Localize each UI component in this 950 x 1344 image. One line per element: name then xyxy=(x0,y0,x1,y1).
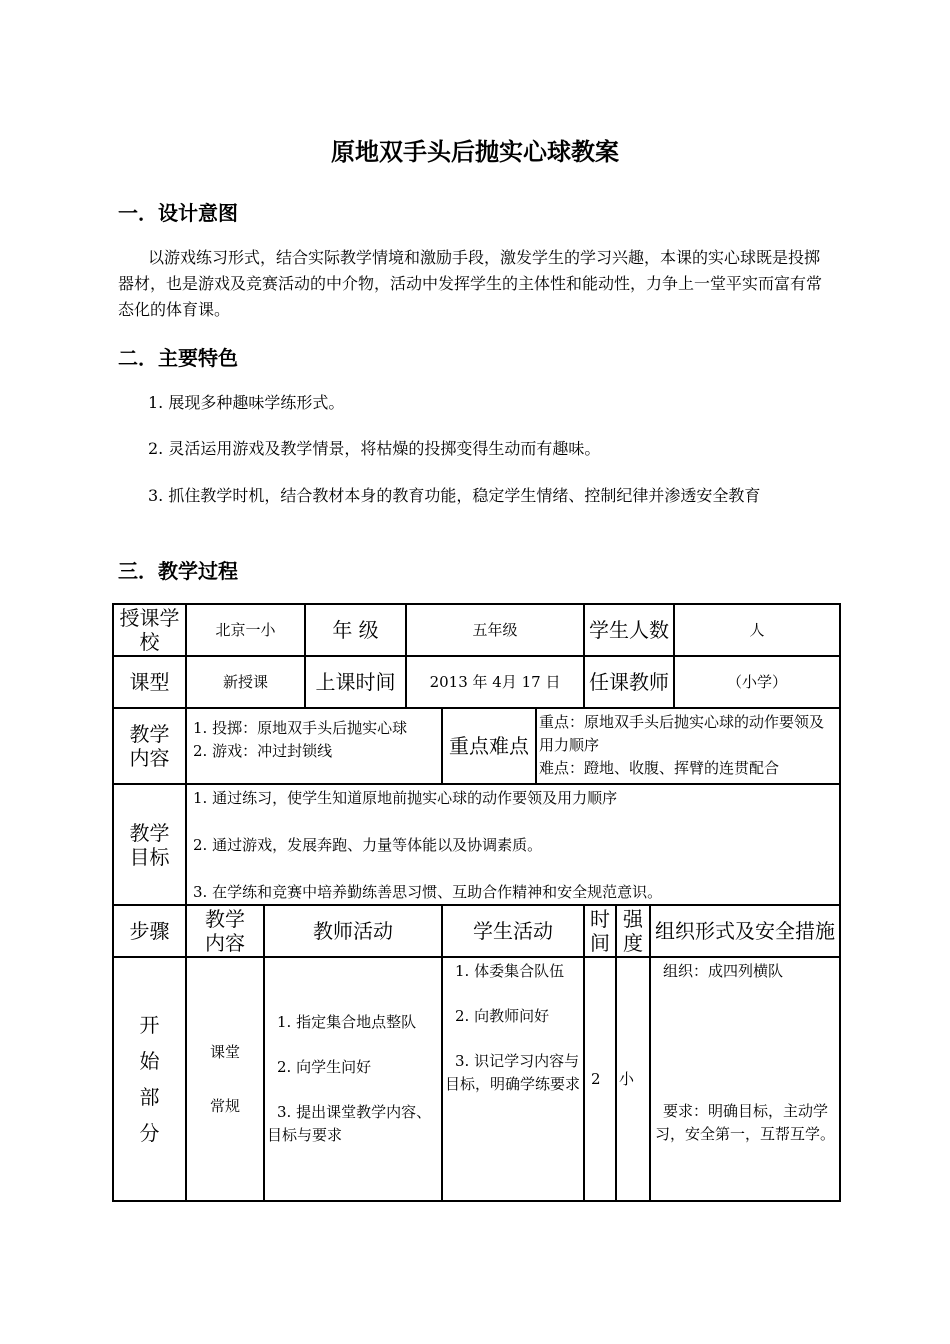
opening-time-value: 2 xyxy=(584,957,616,1201)
class-time-label: 上课时间 xyxy=(305,656,406,708)
col-header-step: 步骤 xyxy=(113,905,186,957)
key-point-text: 重点：原地双手头后抛实心球的动作要领及用力顺序 xyxy=(539,713,825,754)
section-heading-teaching-process: 三．教学过程 xyxy=(118,559,238,583)
student-activity-item-1: 1. 体委集合队伍 xyxy=(455,962,565,980)
teacher-activity-item-2: 2. 向学生问好 xyxy=(277,1058,372,1076)
section-heading-design-intent: 一．设计意图 xyxy=(118,201,238,225)
goal-item-3: 3. 在学练和竞赛中培养勤练善思习惯、互助合作精神和安全规范意识。 xyxy=(193,883,663,901)
course-type-label: 课型 xyxy=(113,656,186,708)
course-type-value: 新授课 xyxy=(186,656,305,708)
goal-item-2: 2. 通过游戏，发展奔跑、力量等体能以及协调素质。 xyxy=(193,836,543,854)
col-header-student-activity: 学生活动 xyxy=(442,905,584,957)
difficult-point-text: 难点：蹬地、收腹、挥臂的连贯配合 xyxy=(539,759,780,777)
step-char-1: 开 xyxy=(139,1013,160,1037)
teacher-value: （小学） xyxy=(674,656,840,708)
teaching-content-item-1: 1. 投掷：原地双手头后抛实心球 xyxy=(193,719,408,737)
class-time-value: 2013 年 4月 17 日 xyxy=(406,656,584,708)
teaching-content-item-2: 2. 游戏：冲过封锁线 xyxy=(193,742,333,760)
key-points-cell xyxy=(536,708,840,784)
table-row-school xyxy=(113,604,840,656)
opening-content-line-2: 常规 xyxy=(209,1097,240,1115)
table-row-teaching-goals xyxy=(113,784,840,905)
goal-item-1: 1. 通过练习，使学生知道原地前抛实心球的动作要领及用力顺序 xyxy=(193,789,618,807)
teacher-activity-item-3: 3. 提出课堂教学内容、目标与要求 xyxy=(267,1103,432,1144)
lesson-plan-table xyxy=(112,603,841,1202)
school-value: 北京一小 xyxy=(186,604,305,656)
student-activity-item-3: 3. 识记学习内容与目标，明确学练要求 xyxy=(445,1052,581,1093)
design-intent-text: 以游戏练习形式，结合实际教学情境和激励手段，激发学生的学习兴趣，本课的实心球既是投掷器材，也是游戏及竞赛活动的中介物，活动中发挥学生的主体性和能动性，力争上一堂平实而富有常态化的体育课。 xyxy=(118,248,823,319)
step-char-2: 始 xyxy=(139,1049,160,1073)
step-char-4: 分 xyxy=(139,1121,160,1145)
grade-label: 年 级 xyxy=(305,604,406,656)
col-header-teacher-activity: 教师活动 xyxy=(264,905,442,957)
feature-item-2: 2. 灵活运用游戏及教学情景，将枯燥的投掷变得生动而有趣味。 xyxy=(148,439,601,458)
opening-organization-cell xyxy=(650,957,840,1201)
col-header-time: 时间 xyxy=(584,905,616,957)
opening-content-cell xyxy=(186,957,264,1201)
col-header-content: 教学内容 xyxy=(186,905,264,957)
table-row-teaching-content xyxy=(113,708,840,784)
organization-form: 组织：成四列横队 xyxy=(663,962,784,980)
col-header-intensity: 强度 xyxy=(616,905,650,957)
section-heading-main-features: 二．主要特色 xyxy=(118,346,238,370)
feature-item-3: 3. 抓住教学时机，结合教材本身的教育功能，稳定学生情绪、控制纪律并渗透安全教育 xyxy=(148,486,761,505)
opening-content-line-1: 课堂 xyxy=(209,1043,240,1061)
teaching-content-label: 教学内容 xyxy=(113,708,186,784)
grade-value: 五年级 xyxy=(406,604,584,656)
key-points-label: 重点难点 xyxy=(442,708,536,784)
teacher-label: 任课教师 xyxy=(584,656,674,708)
table-row-opening-part xyxy=(113,957,840,1201)
teaching-goals-label: 教学目标 xyxy=(113,784,186,905)
organization-requirements: 要求：明确目标，主动学习，安全第一，互帮互学。 xyxy=(655,1102,836,1143)
student-count-label: 学生人数 xyxy=(584,604,674,656)
school-label: 授课学校 xyxy=(113,604,186,656)
step-char-3: 部 xyxy=(139,1085,160,1109)
teaching-goals-cell xyxy=(186,784,840,905)
col-header-organization: 组织形式及安全措施 xyxy=(650,905,840,957)
student-count-value: 人 xyxy=(674,604,840,656)
opening-teacher-activity-cell xyxy=(264,957,442,1201)
feature-item-1: 1. 展现多种趣味学练形式。 xyxy=(148,393,345,412)
teacher-activity-item-1: 1. 指定集合地点整队 xyxy=(277,1013,417,1031)
table-row-course-type xyxy=(113,656,840,708)
table-header-row xyxy=(113,905,840,957)
opening-student-activity-cell xyxy=(442,957,584,1201)
step-opening-part xyxy=(113,957,186,1201)
student-activity-item-2: 2. 向教师问好 xyxy=(455,1007,550,1025)
teaching-content-cell xyxy=(186,708,442,784)
opening-intensity-value: 小 xyxy=(616,957,650,1201)
document-title: 原地双手头后抛实心球教案 xyxy=(331,137,619,166)
